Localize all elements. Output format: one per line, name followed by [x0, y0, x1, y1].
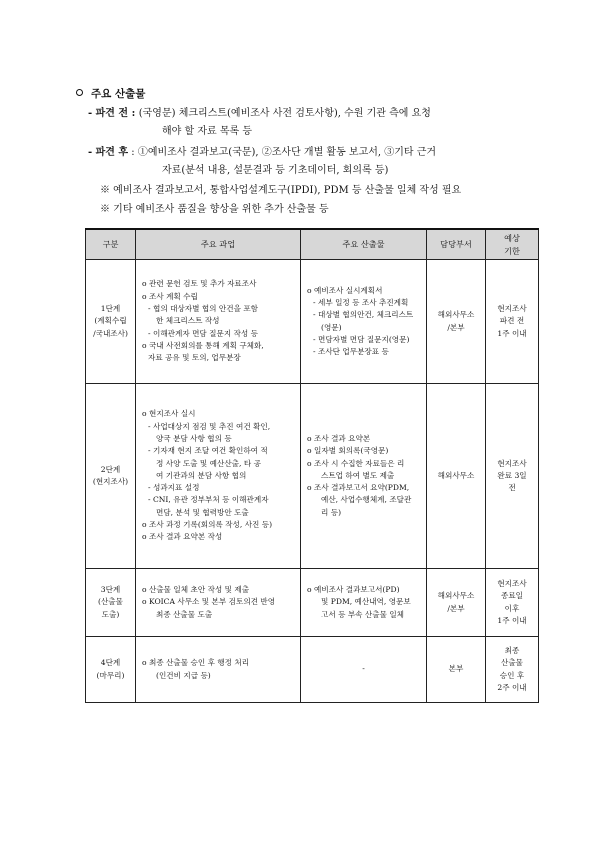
task-line: 여 기관과의 분담 사항 협의 [156, 470, 247, 480]
after-dispatch-label: - 파견 후 [88, 147, 129, 158]
output-line: o 조사 결과보고서 요약(PDM, [307, 483, 410, 493]
task-line: o 조사 계획 수립 [142, 291, 198, 301]
table-row [86, 260, 539, 384]
table-row [86, 384, 539, 569]
task-line: (인건비 지급 등) [156, 670, 211, 680]
stage-text: (현지조사) [92, 477, 129, 486]
output-line: 리 등) [321, 507, 342, 517]
output-line: o 조사 결과 요약본 [307, 433, 371, 443]
deadline-text: 2주 이내 [497, 682, 527, 692]
deadline-text: 현지조사 [497, 458, 527, 468]
deadline-cell [486, 260, 539, 384]
deadline-text: 산출물 [500, 658, 523, 668]
deadline-text: 현지조사 [497, 578, 527, 588]
outputs-table [85, 228, 539, 703]
output-line: o 예비조사 실시계획서 [307, 285, 383, 295]
task-line: o 최종 산출물 승인 후 행정 처리 [142, 658, 250, 668]
output-line: - 세부 일정 등 조사 추진계획 [313, 297, 409, 307]
output-line: 예산, 사업수행체계, 조달관 [321, 495, 412, 505]
tasks-cell [136, 260, 301, 384]
note-2: ※ 기타 예비조사 품질을 향상을 위한 추가 산출물 등 [100, 204, 329, 215]
header-stage: 구분 [86, 229, 136, 260]
before-dispatch-line1 [88, 105, 431, 122]
output-line: - 면담자별 면담 질문지(영문) [313, 334, 410, 344]
tasks-cell [136, 384, 301, 569]
output-line: - 대상별 협의안건, 체크리스트 [313, 310, 414, 320]
outputs-cell [301, 260, 427, 384]
stage-cell [86, 569, 136, 637]
deadline-text: 1주 이내 [497, 328, 527, 338]
section-title [76, 86, 145, 101]
stage-text: 3단계 [100, 585, 121, 595]
dept-cell [427, 260, 486, 384]
header-tasks: 주요 과업 [136, 229, 301, 260]
header-outputs: 주요 산출물 [301, 229, 427, 260]
deadline-cell [486, 569, 539, 637]
before-dispatch-sep: : [128, 108, 139, 119]
deadline-text: 파견 전 [499, 316, 525, 326]
output-line: o 예비조사 결과보고서(PD) [307, 585, 400, 595]
task-line: - 이해관계자 면담 질문지 작성 등 [148, 328, 258, 338]
dept-text: /본부 [447, 322, 465, 332]
header-dept: 담당부서 [427, 229, 486, 260]
deadline-text: 이후 [504, 603, 520, 613]
dept-cell [427, 637, 486, 703]
output-line: (영문) [321, 322, 342, 332]
output-line: o 일자별 회의록(국영문) [307, 446, 389, 456]
task-line: - 기자재 현지 조달 여건 확인하여 적 [148, 446, 268, 456]
task-line: - 성과지표 설정 [148, 483, 200, 493]
stage-text: 1단계 [100, 304, 121, 314]
dept-cell [427, 384, 486, 569]
task-line: o 조사 과정 기록(회의록 작성, 사진 등) [142, 520, 273, 530]
task-line: 자료 공유 및 토의, 업무분장 [148, 353, 241, 363]
task-line: - CNI, 유관 정부부처 등 이해관계자 [148, 495, 269, 505]
section-title-text: 주요 산출물 [91, 88, 146, 100]
dept-text: 해외사무소 [437, 591, 475, 601]
header-deadline: 예상 기한 [486, 229, 539, 260]
circle-bullet-icon [76, 89, 83, 96]
output-line: 고서 등 부속 산출물 일체 [321, 609, 405, 619]
deadline-text: 최종 [504, 645, 520, 655]
stage-text: 도출) [101, 609, 120, 619]
after-dispatch-sep: : [128, 147, 138, 158]
task-line: o 국내 사전회의를 통해 계획 구체화, [142, 340, 264, 350]
dept-text: /본부 [447, 603, 465, 613]
dept-text: 해외사무소 [437, 310, 475, 320]
tasks-cell [136, 637, 301, 703]
outputs-cell [301, 637, 427, 703]
after-dispatch-line2: 자료(분석 내용, 설문결과 등 기초데이터, 회의록 등) [162, 165, 389, 176]
stage-text: /국내조사) [93, 328, 128, 338]
stage-cell [86, 384, 136, 569]
output-line: - 조사단 업무분장표 등 [313, 347, 389, 357]
before-dispatch-label: - 파견 전 [88, 108, 129, 119]
output-line: - [362, 664, 365, 674]
after-dispatch-line1 [88, 144, 436, 161]
stage-cell [86, 637, 136, 703]
stage-cell [86, 260, 136, 384]
stage-text: 2단계 [100, 464, 121, 474]
stage-text: (산출물 [98, 597, 123, 607]
deadline-text: 승인 후 [499, 670, 525, 680]
output-line: 및 PDM, 예산내역, 영문보 [321, 597, 411, 607]
dept-cell [427, 569, 486, 637]
task-line: 양국 분담 사항 협의 등 [156, 433, 232, 443]
stage-text: 4단계 [100, 658, 121, 668]
tasks-cell [136, 569, 301, 637]
table-header-row [86, 229, 539, 260]
dept-text: 본부 [448, 664, 464, 674]
stage-text: (계획수립 [94, 316, 127, 326]
outputs-cell [301, 384, 427, 569]
task-line: 정 사양 도출 및 예산산출, 타 공 [156, 458, 261, 468]
dept-text: 해외사무소 [437, 470, 475, 480]
after-dispatch-text1: ①예비조사 결과보고(국문), ②조사단 개별 활동 보고서, ③기타 근거 [137, 147, 437, 158]
deadline-text: 1주 이내 [497, 615, 527, 625]
task-line: o KOICA 사무소 및 본부 검토의견 반영 [142, 597, 276, 607]
before-dispatch-text1: (국영문) 체크리스트(예비조사 사전 검토사항), 수원 기관 측에 요청 [138, 108, 431, 119]
task-line: 한 체크리스트 작성 [156, 316, 220, 326]
deadline-text: 전 [508, 483, 516, 493]
output-line: 스트업 하여 별도 제출 [321, 470, 395, 480]
deadline-cell [486, 637, 539, 703]
table-row [86, 569, 539, 637]
task-line: o 조사 결과 요약본 작성 [142, 532, 223, 542]
deadline-text: 종료일 [500, 591, 523, 601]
task-line: - 협의 대상자별 협의 안건을 포함 [148, 304, 258, 314]
task-line: 최종 산출물 도출 [156, 609, 213, 619]
output-line: o 조사 시 수집한 자료들은 리 [307, 458, 405, 468]
note-1: ※ 예비조사 결과보고서, 통합사업설계도구(IPDI), PDM 등 산출물 일체 작성 필요 [100, 185, 462, 196]
task-line: - 사업대상지 점검 및 추진 여건 확인, [148, 421, 271, 431]
deadline-cell [486, 384, 539, 569]
task-line: o 관련 문헌 검토 및 추가 자료조사 [142, 279, 257, 289]
stage-text: (마무리) [96, 670, 125, 680]
table-row [86, 637, 539, 703]
before-dispatch-line2: 해야 할 자료 목록 등 [162, 126, 252, 137]
task-line: 면담, 분석 및 협력방안 도출 [156, 507, 249, 517]
outputs-cell [301, 569, 427, 637]
deadline-text: 현지조사 [497, 304, 527, 314]
task-line: o 현지조사 실시 [142, 409, 196, 419]
deadline-text: 완료 3일 [497, 470, 527, 480]
task-line: o 산출물 일체 초안 작성 및 제출 [142, 585, 250, 595]
